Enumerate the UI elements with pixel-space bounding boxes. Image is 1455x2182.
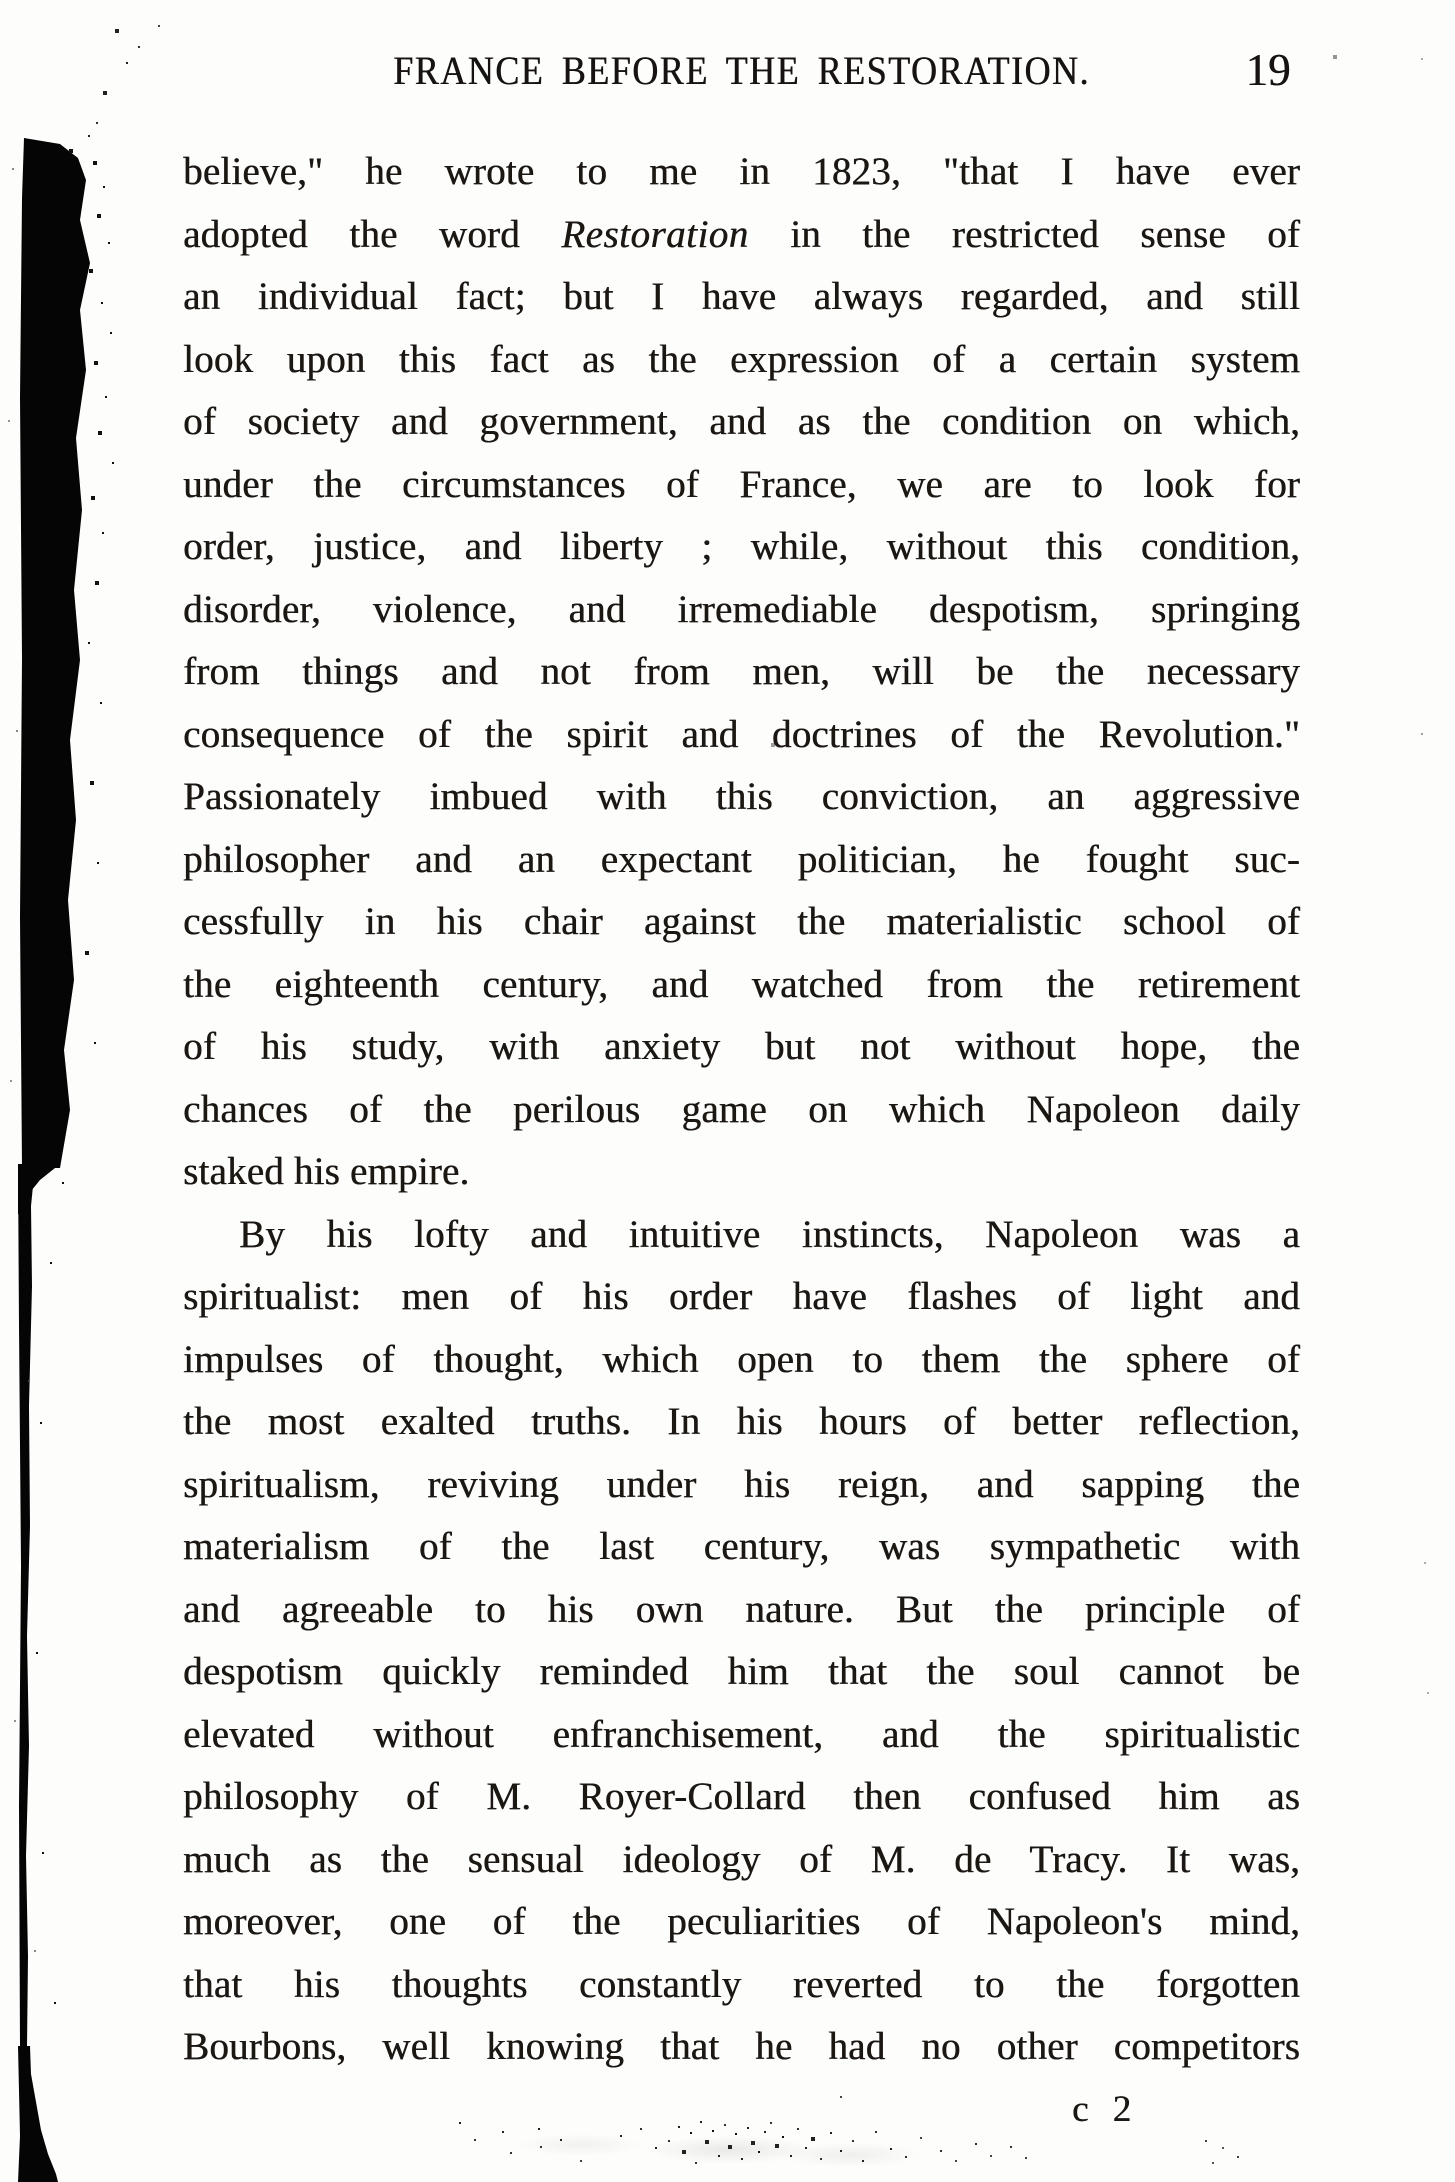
gutter-shadow-line xyxy=(18,1166,36,2048)
text-line: believe," he wrote to me in 1823, "that I have ever xyxy=(183,150,1300,193)
text-block xyxy=(183,141,1300,2079)
text-line: order, justice, and liberty ; while, without this condition, xyxy=(183,525,1300,568)
text-line: elevated without enfranchisement, and the spiritualistic xyxy=(183,1712,1300,1756)
text-line: spiritualism, reviving under his reign, and sapping the xyxy=(183,1462,1300,1506)
text-line: an individual fact; but I have always regarded, and still xyxy=(183,275,1300,318)
text-line: much as the sensual ideology of M. de Tracy. It was, xyxy=(183,1837,1300,1881)
bottom-smudge xyxy=(430,2110,1070,2180)
text-line: cessfully in his chair against the materialistic school of xyxy=(183,900,1300,943)
text-line: despotism quickly reminded him that the soul cannot be xyxy=(183,1650,1300,1693)
text-line: that his thoughts constantly reverted to the forgotten xyxy=(183,1962,1300,2006)
text-line: disorder, violence, and irremediable despotism, springing xyxy=(183,587,1300,631)
text-line: under the circumstances of France, we are to look for xyxy=(183,462,1300,506)
page-number: 19 xyxy=(1245,45,1291,95)
text-line: Passionately imbued with this conviction, an aggressive xyxy=(183,775,1300,818)
text-segment: adopted the word xyxy=(183,212,562,256)
text-line: and agreeable to his own nature. But the principle of xyxy=(183,1587,1300,1631)
text-line: impulses of thought, which open to them the sphere of xyxy=(183,1337,1300,1381)
gutter-shadow-foot xyxy=(14,2046,58,2182)
text-line: the most exalted truths. In his hours of better reflection, xyxy=(183,1400,1300,1443)
text-line-paragraph-start: By his lofty and intuitive instincts, Napoleon was a xyxy=(239,1212,1300,1256)
text-line: moreover, one of the peculiarities of Napoleon's mind, xyxy=(183,1900,1300,1943)
running-header xyxy=(0,0,1455,110)
text-line: philosopher and an expectant politician, he fought suc- xyxy=(183,837,1300,881)
header-title: FRANCE BEFORE THE RESTORATION. xyxy=(393,48,1090,94)
text-line: staked his empire. xyxy=(183,1150,470,1193)
italic-word: Restoration xyxy=(561,212,749,256)
text-line: the eighteenth century, and watched from the retirement xyxy=(183,962,1300,1006)
text-line: consequence of the spirit and doctrines of the Revolution." xyxy=(183,712,1300,756)
text-segment: in the restricted sense of xyxy=(748,212,1300,256)
text-line xyxy=(183,204,1300,267)
gutter-shadow-band xyxy=(0,138,115,1168)
text-line: of society and government, and as the condition on which, xyxy=(183,400,1300,443)
text-line: materialism of the last century, was sympathetic with xyxy=(183,1525,1300,1568)
text-line: from things and not from men, will be the necessary xyxy=(183,650,1300,693)
text-line: spiritualist: men of his order have flashes of light and xyxy=(183,1275,1300,1318)
text-line: of his study, with anxiety but not without hope, the xyxy=(183,1025,1300,1068)
text-line: philosophy of M. Royer-Collard then confused him as xyxy=(183,1775,1300,1818)
text-line: Bourbons, well knowing that he had no other competitors xyxy=(183,2025,1300,2068)
signature-mark: c 2 xyxy=(1072,2089,1132,2130)
text-line: look upon this fact as the expression of a certain system xyxy=(183,337,1300,381)
text-line: chances of the perilous game on which Napoleon daily xyxy=(183,1087,1300,1131)
